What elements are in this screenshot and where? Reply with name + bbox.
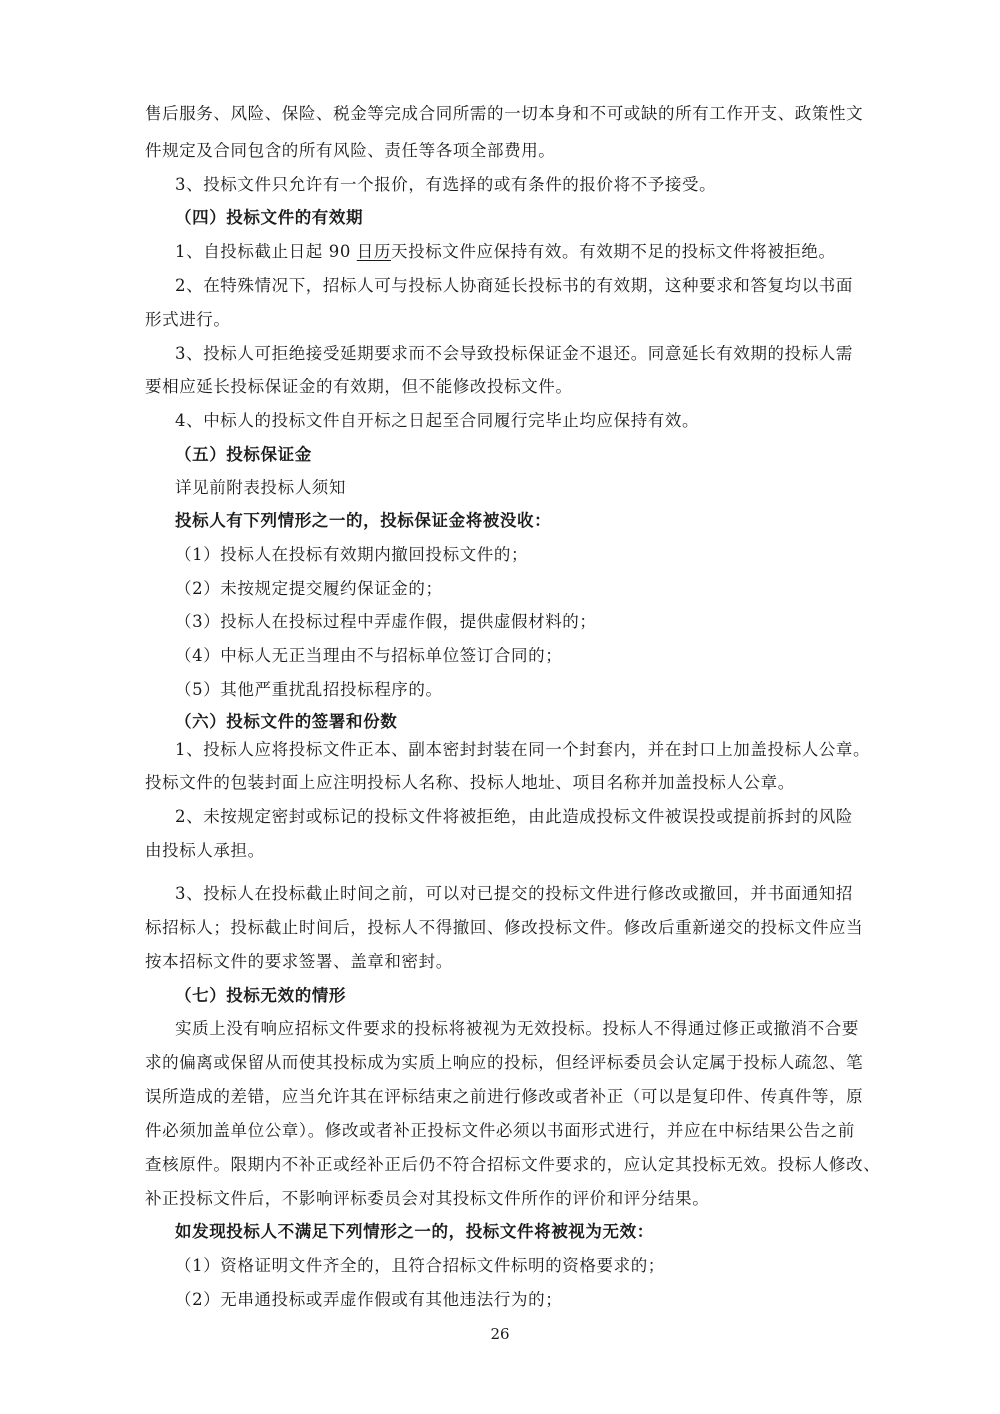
text-line: 4、中标人的投标文件自开标之日起至合同履行完毕止均应保持有效。 <box>175 411 700 430</box>
text-line: 投标文件的包装封面上应注明投标人名称、投标人地址、项目名称并加盖投标人公章。 <box>145 773 795 792</box>
text-line: 由投标人承担。 <box>145 841 265 860</box>
text-line: 形式进行。 <box>145 310 231 329</box>
bold-statement: 如发现投标人不满足下列情形之一的，投标文件将被视为无效： <box>175 1222 654 1241</box>
text-line: 标招标人；投标截止时间后，投标人不得撤回、修改投标文件。修改后重新递交的投标文件应当 <box>145 918 864 937</box>
text-line: 按本招标文件的要求签署、盖章和密封。 <box>145 952 453 971</box>
text-line: 1、自投标截止日起 90 日历天投标文件应保持有效。有效期不足的投标文件将被拒绝。 <box>175 242 836 261</box>
text-line: 1、投标人应将投标文件正本、副本密封封装在同一个封套内，并在封口上加盖投标人公章。 <box>175 740 871 759</box>
section-heading: （五）投标保证金 <box>175 445 312 464</box>
list-item: （2）无串通投标或弄虚作假或有其他违法行为的； <box>175 1290 563 1309</box>
text-line: 2、未按规定密封或标记的投标文件将被拒绝，由此造成投标文件被误投或提前拆封的风险 <box>175 807 853 826</box>
list-item: （5）其他严重扰乱招投标程序的。 <box>175 680 443 699</box>
text-line: 3、投标人可拒绝接受延期要求而不会导致投标保证金不退还。同意延长有效期的投标人需 <box>175 344 853 363</box>
text-line: 3、投标人在投标截止时间之前，可以对已提交的投标文件进行修改或撤回，并书面通知招 <box>175 884 853 903</box>
text-line: 售后服务、风险、保险、税金等完成合同所需的一切本身和不可或缺的所有工作开支、政策性文 <box>145 104 864 123</box>
text-line: 误所造成的差错，应当允许其在评标结束之前进行修改或者补正（可以是复印件、传真件等，原 <box>145 1087 864 1106</box>
text-line: 详见前附表投标人须知 <box>175 478 346 497</box>
section-heading: （六）投标文件的签署和份数 <box>175 712 398 731</box>
section-heading: （四）投标文件的有效期 <box>175 208 364 227</box>
text-line: 件规定及合同包含的所有风险、责任等各项全部费用。 <box>145 141 556 160</box>
bold-statement: 投标人有下列情形之一的，投标保证金将被没收： <box>175 511 552 530</box>
text-line: 查核原件。限期内不补正或经补正后仍不符合招标文件要求的，应认定其投标无效。投标人修改、 <box>145 1155 881 1174</box>
text-line: 3、投标文件只允许有一个报价，有选择的或有条件的报价将不予接受。 <box>175 175 717 194</box>
list-item: （4）中标人无正当理由不与招标单位签订合同的； <box>175 646 563 665</box>
text-line: 求的偏离或保留从而使其投标成为实质上响应的投标，但经评标委员会认定属于投标人疏忽、笔 <box>145 1053 864 1072</box>
text-line: 实质上没有响应招标文件要求的投标将被视为无效投标。投标人不得通过修正或撤消不合要 <box>175 1019 859 1038</box>
list-item: （1）投标人在投标有效期内撤回投标文件的； <box>175 545 529 564</box>
list-item: （2）未按规定提交履约保证金的； <box>175 579 443 598</box>
list-item: （3）投标人在投标过程中弄虚作假，提供虚假材料的； <box>175 612 597 631</box>
text-line: 件必须加盖单位公章）。修改或者补正投标文件必须以书面形式进行，并应在中标结果公告之前 <box>145 1121 855 1140</box>
underlined-term: 日历 <box>356 242 391 261</box>
text-line: 要相应延长投标保证金的有效期，但不能修改投标文件。 <box>145 377 573 396</box>
page-number: 26 <box>490 1325 510 1343</box>
section-heading: （七）投标无效的情形 <box>175 986 346 1005</box>
text-line: 补正投标文件后，不影响评标委员会对其投标文件所作的评价和评分结果。 <box>145 1189 710 1208</box>
text-line: 2、在特殊情况下，招标人可与投标人协商延长投标书的有效期，这种要求和答复均以书面 <box>175 276 853 295</box>
list-item: （1）资格证明文件齐全的，且符合招标文件标明的资格要求的； <box>175 1256 665 1275</box>
